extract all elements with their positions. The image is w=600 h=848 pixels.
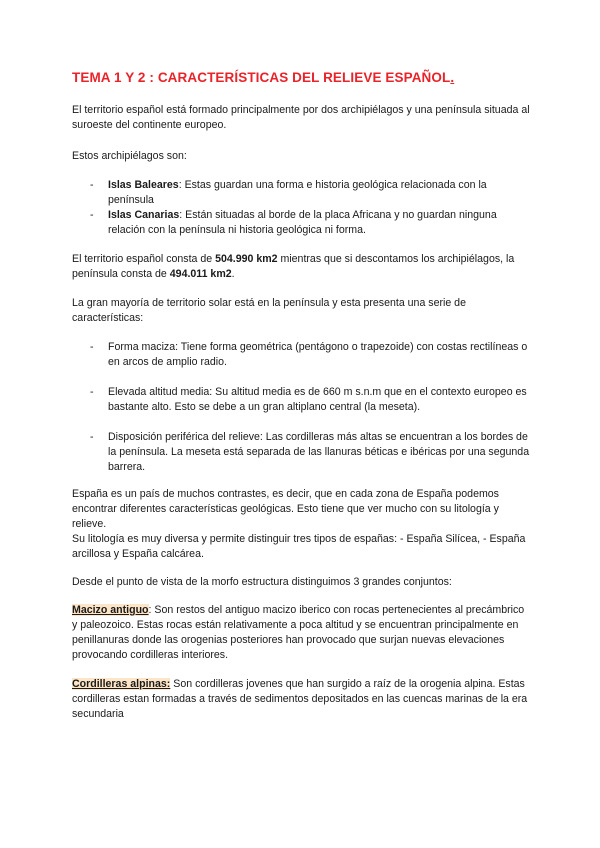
item-text: Forma maciza: Tiene forma geométrica (pentágono o trapezoide) con costas rectilíneas o en arcos de amplio radio. — [108, 341, 528, 368]
page-title — [72, 70, 454, 85]
cordilleras-label: Cordilleras alpinas: — [72, 678, 171, 690]
list-item — [72, 340, 532, 370]
contrasts-paragraph: España es un país de muchos contrastes, es decir, que en cada zona de España podemos encontrar diferentes características geológicas. Esto tiene que ver mucho con su litología y relieve. — [72, 488, 499, 530]
list-item — [72, 430, 532, 475]
territory-value-2: 494.011 km2 — [169, 268, 232, 280]
item-text: Elevada altitud media: Su altitud media es de 660 m s.n.m que en el contexto europeo es bastante alto. Esto se debe a un gran altiplano central (la meseta). — [108, 386, 527, 413]
bullet-dash: - — [90, 341, 94, 353]
title-tail: . — [450, 70, 455, 85]
territory-text-3: . — [231, 268, 235, 280]
archipelagos-heading: Estos archipiélagos son: — [72, 150, 187, 162]
list-item — [72, 178, 532, 208]
characteristics-list — [72, 340, 532, 475]
territory-text-2: mientras que si descontamos los archipiélagos, la península consta de — [72, 253, 515, 280]
bullet-dash: - — [90, 179, 94, 191]
macizo-text: : Son restos del antiguo macizo iberico con rocas pertenecientes al precámbrico y paleozoico. Estas rocas están relativamente a poca altitud y se encuentran principalmente en penillanuras donde las orogenias posteriores han provocado que surjan nuevas elevaciones provocando cordilleras interiores. — [72, 604, 525, 661]
bullet-dash: - — [90, 431, 94, 443]
bullet-dash: - — [90, 386, 94, 398]
cordilleras-paragraph — [72, 677, 532, 722]
macizo-label: Macizo antiguo — [72, 604, 149, 616]
item-name: Islas Canarias — [108, 209, 180, 221]
territory-paragraph — [72, 252, 532, 282]
list-item — [72, 208, 532, 238]
list-item — [72, 385, 532, 415]
item-text: : Están situadas al borde de la placa Africana y no guardan ninguna relación con la península ni historia geológica ni forma. — [108, 209, 497, 236]
lithology-paragraph: Su litología es muy diversa y permite distinguir tres tipos de españas: - España Silícea, - España arcillosa y España calcárea. — [72, 533, 526, 560]
item-name: Islas Baleares — [108, 179, 179, 191]
item-text: Disposición periférica del relieve: Las cordilleras más altas se encuentran a los bordes de la península. La meseta está separada de las llanuras béticas e ibéricas por una segunda barrera. — [108, 431, 530, 473]
macizo-paragraph — [72, 603, 532, 663]
archipelagos-list — [72, 178, 532, 238]
territory-value-1: 504.990 km2 — [215, 253, 278, 265]
intro-paragraph: El territorio español está formado principalmente por dos archipiélagos y una península situada al suroeste del continente europeo. — [72, 104, 530, 131]
territory-text-1: El territorio español consta de — [72, 253, 216, 265]
majority-paragraph: La gran mayoría de territorio solar está en la península y esta presenta una serie de características: — [72, 297, 466, 324]
item-text: : Estas guardan una forma e historia geológica relacionada con la península — [108, 179, 487, 206]
title-main: TEMA 1 Y 2 : CARACTERÍSTICAS DEL RELIEVE ESPAÑOL — [72, 70, 451, 85]
bullet-dash: - — [90, 209, 94, 221]
cordilleras-text: Son cordilleras jovenes que han surgido a raíz de la orogenia alpina. Estas cordilleras estan formadas a través de sedimentos depositados en las cuencas marinas de la era secundaria — [72, 678, 528, 720]
morpho-paragraph: Desde el punto de vista de la morfo estructura distinguimos 3 grandes conjuntos: — [72, 576, 452, 588]
